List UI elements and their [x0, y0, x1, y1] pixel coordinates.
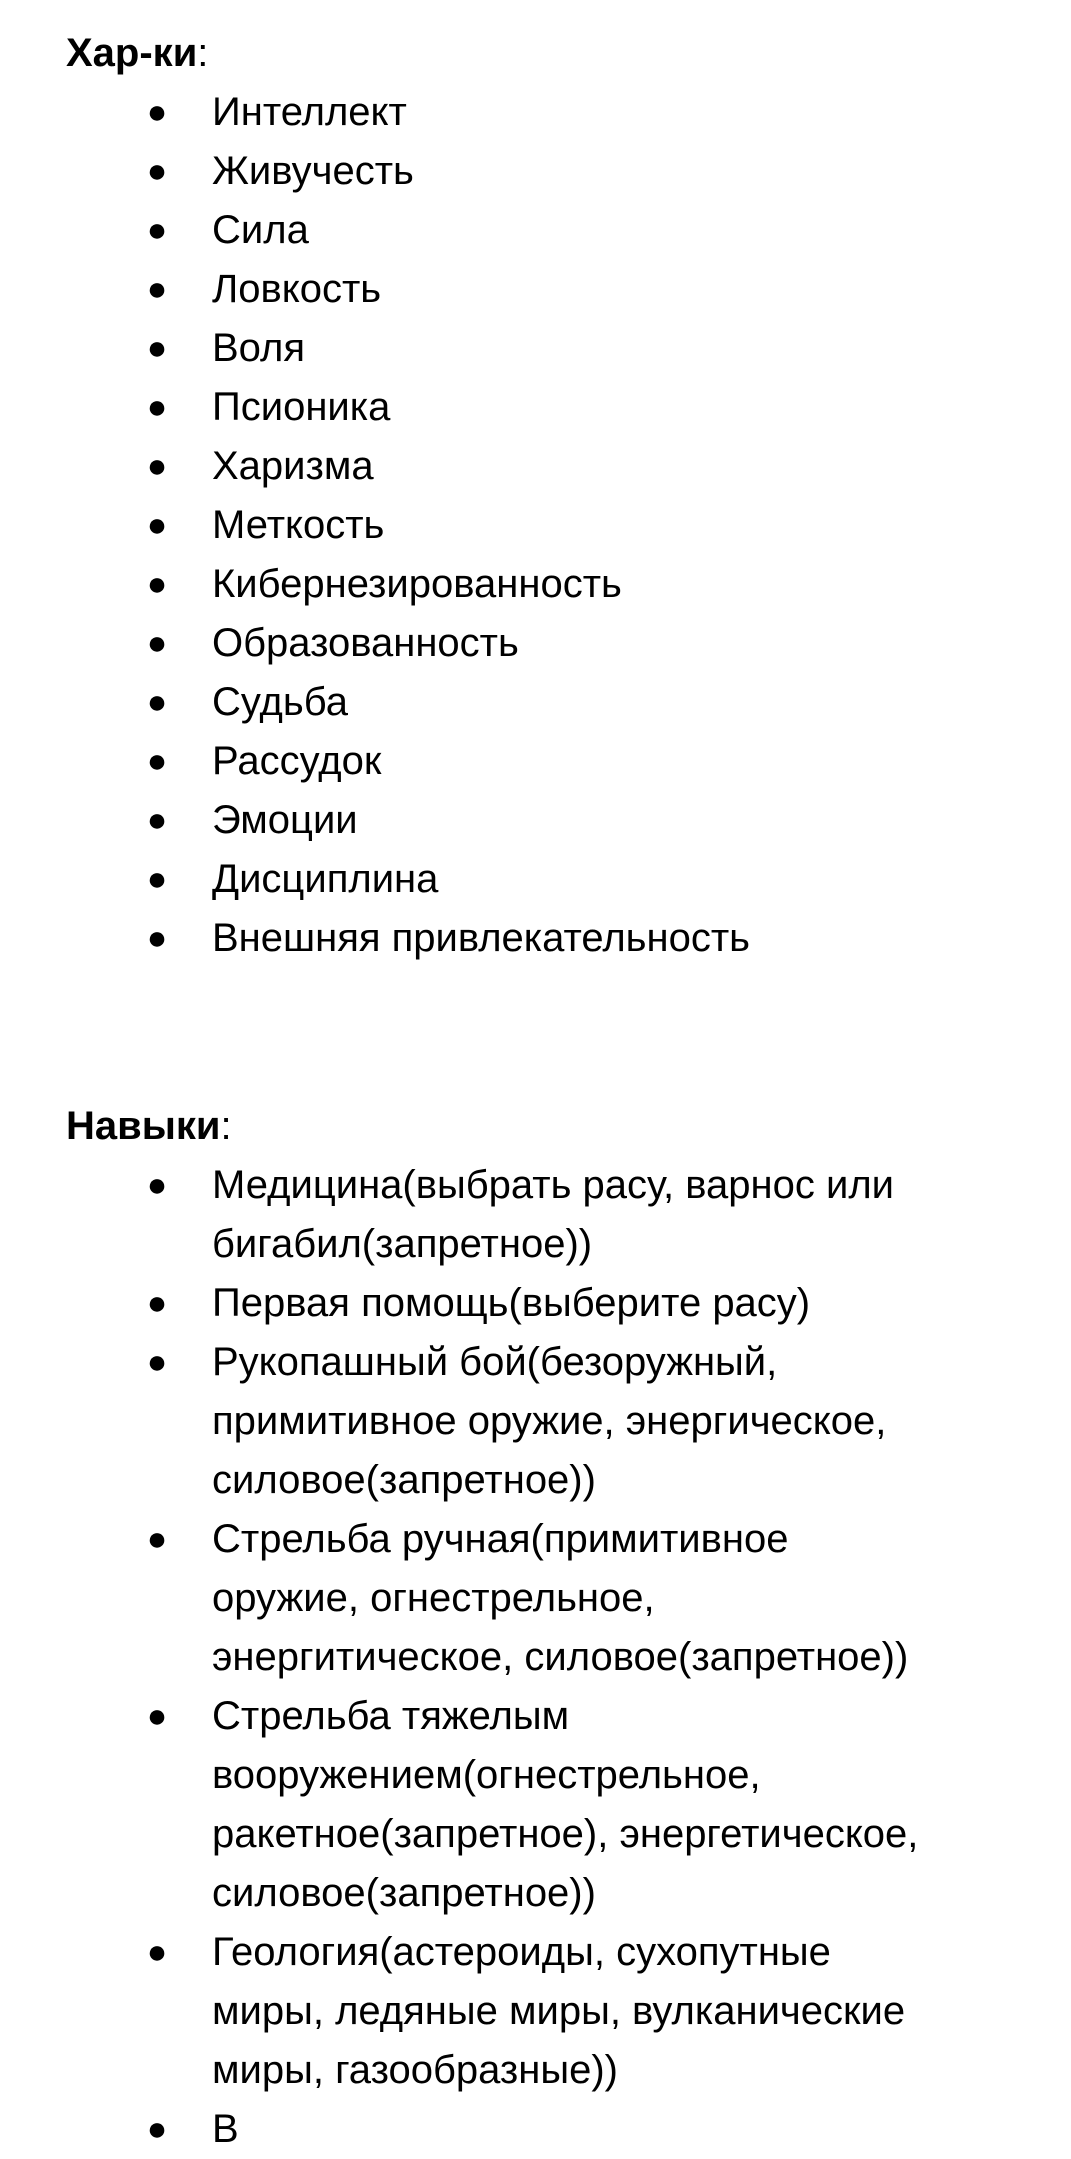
- list-item: [0, 1687, 1071, 1923]
- stats-heading: [66, 24, 208, 83]
- bullet-icon: ●: [146, 388, 168, 426]
- bullet-icon: ●: [146, 801, 168, 839]
- bullet-icon: ●: [146, 93, 168, 131]
- stat-label: Харизма: [212, 444, 374, 488]
- stat-label: Внешняя привлекательность: [212, 916, 751, 960]
- bullet-icon: ●: [146, 1166, 168, 1204]
- stat-label: Ловкость: [212, 267, 382, 311]
- bullet-icon: ●: [146, 447, 168, 485]
- stat-label: Судьба: [212, 680, 348, 724]
- bullet-icon: ●: [146, 919, 168, 957]
- stat-label: Дисциплина: [212, 857, 439, 901]
- skills-heading: [66, 1097, 232, 1156]
- list-item: [0, 1510, 1071, 1687]
- list-item: [0, 1923, 1071, 2100]
- stat-label: Образованность: [212, 621, 519, 665]
- skills-heading-colon: :: [220, 1104, 232, 1148]
- stat-label: Эмоции: [212, 798, 358, 842]
- list-item: [0, 201, 1071, 260]
- list-item: [0, 555, 1071, 614]
- bullet-icon: ●: [146, 152, 168, 190]
- list-item: [0, 496, 1071, 555]
- stat-label: Интеллект: [212, 90, 407, 134]
- list-item: [0, 1274, 1071, 1333]
- list-item: [0, 673, 1071, 732]
- bullet-icon: ●: [146, 742, 168, 780]
- list-item: [0, 732, 1071, 791]
- bullet-icon: ●: [146, 329, 168, 367]
- bullet-icon: ●: [146, 1697, 168, 1735]
- list-item: [0, 1156, 1071, 1274]
- bullet-icon: ●: [146, 565, 168, 603]
- list-item: [0, 437, 1071, 496]
- list-item: [0, 142, 1071, 201]
- stat-label: Псионика: [212, 385, 391, 429]
- list-item: [0, 260, 1071, 319]
- list-item: [0, 1333, 1071, 1510]
- list-item: [0, 850, 1071, 909]
- stat-label: Живучесть: [212, 149, 414, 193]
- bullet-icon: ●: [146, 683, 168, 721]
- bullet-icon: ●: [146, 506, 168, 544]
- stat-label: Кибернезированность: [212, 562, 622, 606]
- list-item: [0, 378, 1071, 437]
- stats-heading-label: Хар-ки: [66, 31, 198, 75]
- skills-heading-label: Навыки: [66, 1104, 221, 1148]
- stat-label: Воля: [212, 326, 306, 370]
- list-item: [0, 83, 1071, 142]
- skill-label: Стрельба тяжелым вооружением(огнестрельное, ракетное(запретное), энергетическое, силовое(запретное)): [212, 1694, 919, 1915]
- bullet-icon: ●: [146, 860, 168, 898]
- bullet-icon: ●: [146, 2110, 168, 2148]
- skill-label: Геология(астероиды, сухопутные миры, ледяные миры, вулканические миры, газообразные)): [212, 1930, 906, 2092]
- skills-list: [0, 1156, 1071, 2159]
- stat-label: Рассудок: [212, 739, 382, 783]
- skill-label: Первая помощь(выберите расу): [212, 1281, 811, 1325]
- bullet-icon: ●: [146, 1284, 168, 1322]
- list-item: [0, 909, 1071, 968]
- stats-list: [0, 83, 1071, 968]
- bullet-icon: ●: [146, 624, 168, 662]
- skill-label: Рукопашный бой(безоружный, примитивное оружие, энергическое, силовое(запретное)): [212, 1340, 887, 1502]
- skill-label: Медицина(выбрать расу, варнос или бигабил(запретное)): [212, 1163, 895, 1266]
- skill-label: Стрельба ручная(примитивное оружие, огнестрельное, энергитическое, силовое(запретное)): [212, 1517, 909, 1679]
- stats-heading-colon: :: [197, 31, 209, 75]
- list-item: [0, 319, 1071, 378]
- list-item: [0, 791, 1071, 850]
- bullet-icon: ●: [146, 1343, 168, 1381]
- skill-label: В: [212, 2107, 239, 2151]
- stat-label: Меткость: [212, 503, 385, 547]
- bullet-icon: ●: [146, 270, 168, 308]
- list-item: [0, 614, 1071, 673]
- bullet-icon: ●: [146, 1520, 168, 1558]
- stat-label: Сила: [212, 208, 309, 252]
- bullet-icon: ●: [146, 1933, 168, 1971]
- bullet-icon: ●: [146, 211, 168, 249]
